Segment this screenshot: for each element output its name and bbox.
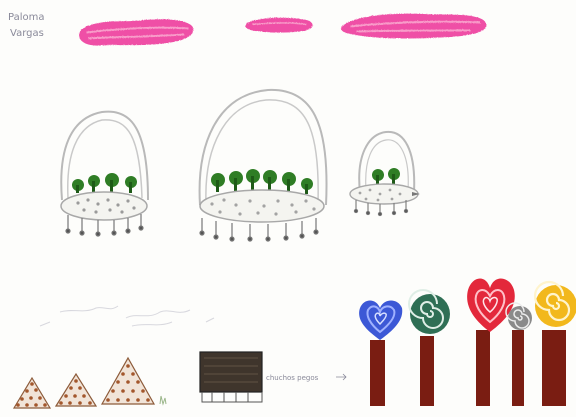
caption-text: chuchos pegos (266, 374, 319, 382)
artist-name-line1: Paloma (8, 12, 45, 23)
artist-name-line2: Vargas (10, 28, 44, 39)
